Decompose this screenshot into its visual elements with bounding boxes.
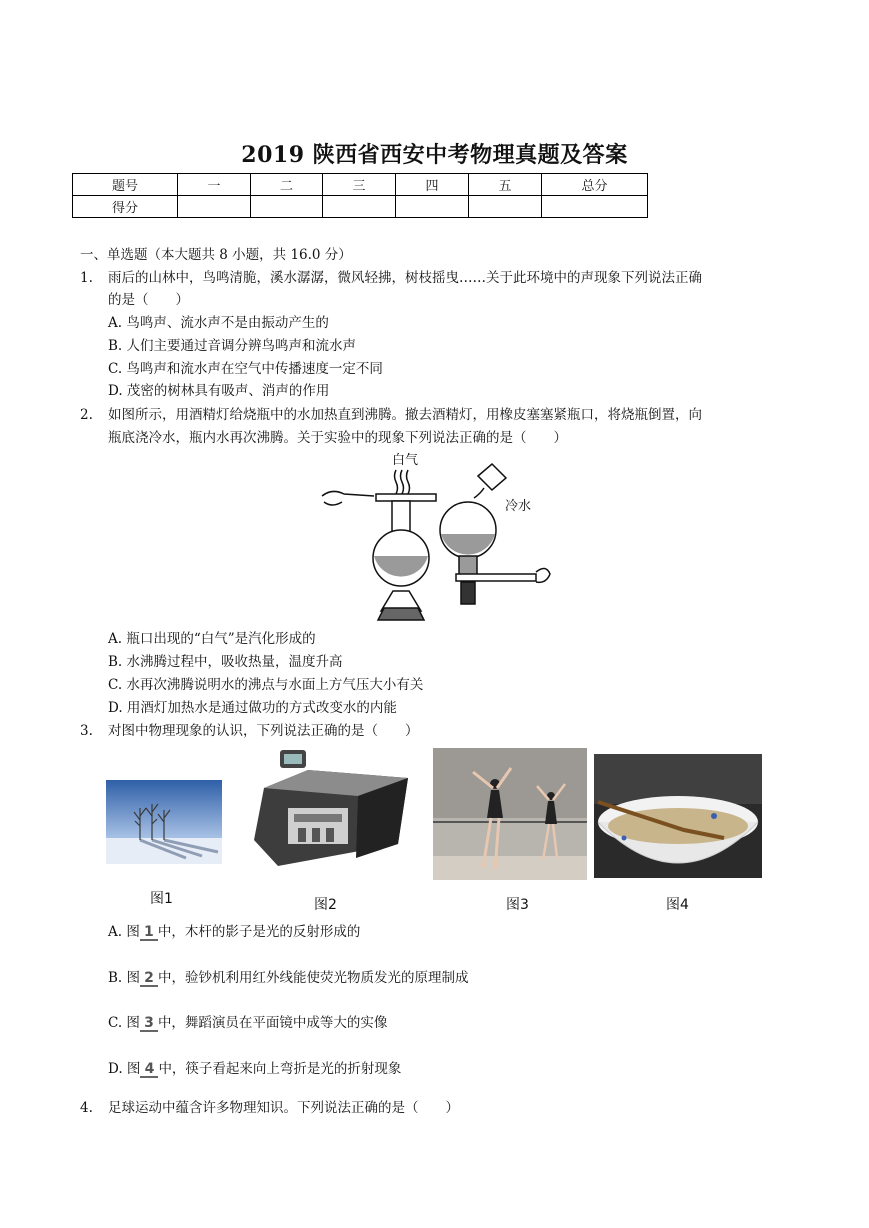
question-text: 的是（ ） — [108, 292, 189, 308]
option-d: D. 图 4 中，筷子看起来向上弯折是光的折射现象 — [108, 1061, 402, 1077]
figure-number-blank: 3 — [140, 1016, 158, 1032]
score-cell — [323, 196, 396, 218]
photo-trees-shadow — [106, 780, 222, 864]
option-c: C. 水再次沸腾说明水的沸点与水面上方气压大小有关 — [108, 677, 424, 693]
question-number: 1. — [80, 270, 93, 286]
option-d: D. 用酒灯加热水是通过做功的方式改变水的内能 — [108, 700, 397, 716]
steam-lines — [395, 470, 410, 494]
figure-caption: 图3 — [506, 897, 529, 913]
figure-caption: 图2 — [314, 897, 337, 913]
photo-dancer-mirror — [433, 748, 587, 880]
section-heading: 一、单选题（本大题共 8 小题，共 16.0 分） — [80, 247, 352, 263]
alcohol-lamp — [378, 608, 424, 620]
score-header-cell: 二 — [251, 174, 323, 196]
figure-number-blank: 1 — [140, 925, 158, 941]
score-table-header-row — [73, 174, 648, 196]
question-number: 2. — [80, 407, 93, 423]
clamp — [376, 494, 436, 501]
photo-bowl-chopstick — [594, 754, 762, 878]
question-number: 4. — [80, 1100, 93, 1116]
score-header-cell: 四 — [396, 174, 469, 196]
right-clamp — [456, 574, 536, 581]
option-d: D. 茂密的树林具有吸声、消声的作用 — [108, 383, 330, 399]
figure-caption: 图4 — [666, 897, 689, 913]
question-text: 对图中物理现象的认识，下列说法正确的是（ ） — [108, 723, 419, 739]
steam-label: 白气 — [392, 453, 419, 468]
figure-number-blank: 2 — [140, 971, 158, 987]
question-text: 瓶底浇冷水，瓶内水再次沸腾。关于实验中的现象下列说法正确的是（ ） — [108, 430, 567, 446]
score-header-cell: 五 — [469, 174, 542, 196]
left-hand — [322, 491, 374, 496]
score-header-cell: 题号 — [73, 174, 178, 196]
beaker — [478, 464, 506, 490]
option-a: A. 鸟鸣声、流水声不是由振动产生的 — [108, 315, 329, 331]
rubber-stopper — [461, 582, 475, 604]
score-cell — [251, 196, 323, 218]
question-number: 3. — [80, 723, 93, 739]
score-table — [72, 173, 648, 218]
score-cell — [469, 196, 542, 218]
figure-number-blank: 4 — [140, 1062, 158, 1078]
option-a: A. 图 1 中，木杆的影子是光的反射形成的 — [108, 924, 361, 940]
score-header-cell: 总分 — [542, 174, 648, 196]
page-title: 2019 陕西省西安中考物理真题及答案 — [241, 142, 628, 168]
score-table-score-row — [73, 196, 648, 218]
score-cell — [178, 196, 251, 218]
right-hand — [536, 568, 550, 582]
option-b: B. 图 2 中，验钞机利用红外线能使荧光物质发光的原理制成 — [108, 970, 469, 986]
cold-water-label: 冷水 — [505, 499, 532, 514]
option-c: C. 图 3 中，舞蹈演员在平面镜中成等大的实像 — [108, 1015, 388, 1031]
score-header-cell: 三 — [323, 174, 396, 196]
score-row-label: 得分 — [73, 196, 178, 218]
option-c: C. 鸟鸣声和流水声在空气中传播速度一定不同 — [108, 361, 383, 377]
option-b: B. 人们主要通过音调分辨鸟鸣声和流水声 — [108, 338, 357, 354]
question-text: 雨后的山林中，鸟鸣清脆，溪水潺潺，微风轻拂，树枝摇曳……关于此环境中的声现象下列说法正确 — [108, 270, 702, 286]
boiling-flask-diagram — [318, 448, 554, 628]
question-text: 如图所示，用酒精灯给烧瓶中的水加热直到沸腾。撤去酒精灯，用橡皮塞塞紧瓶口，将烧瓶倒置，向 — [108, 407, 702, 423]
photo-money-counter — [248, 748, 416, 882]
inverted-flask-neck — [459, 556, 477, 576]
figure-caption: 图1 — [150, 891, 173, 907]
score-header-cell: 一 — [178, 174, 251, 196]
option-b: B. 水沸腾过程中，吸收热量，温度升高 — [108, 654, 343, 670]
option-a: A. 瓶口出现的“白气”是汽化形成的 — [108, 631, 316, 647]
score-cell — [396, 196, 469, 218]
question-text: 足球运动中蕴含许多物理知识。下列说法正确的是（ ） — [108, 1100, 459, 1116]
score-cell — [542, 196, 648, 218]
